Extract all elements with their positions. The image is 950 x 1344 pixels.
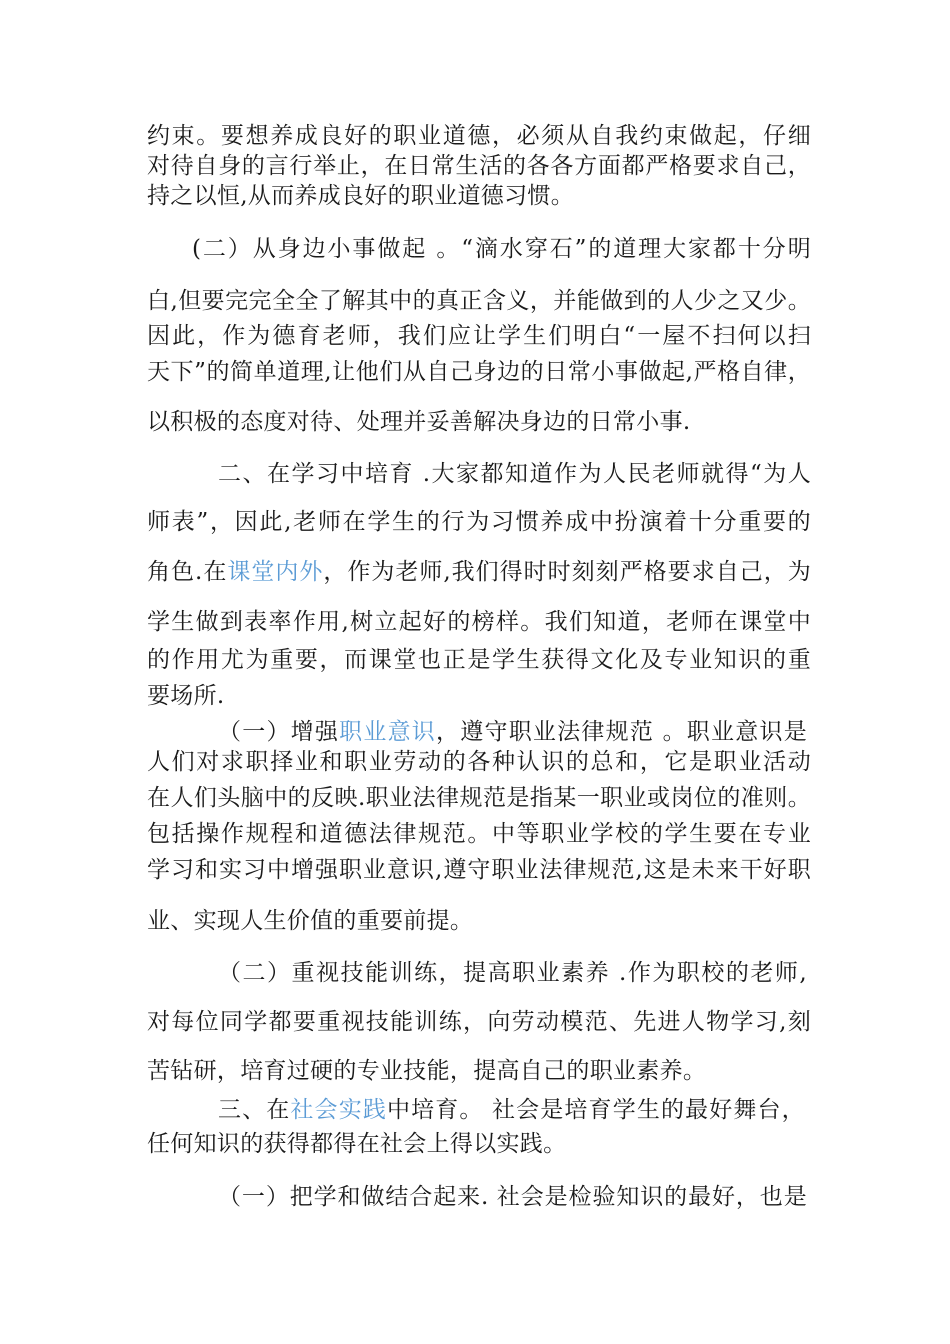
- paragraph-line: 以积极的态度对待、处理并妥善解决身边的日常小事.: [147, 409, 691, 435]
- section-heading-line: (二）从身边小事做起 。“滴水穿石”的道理大家都十分明: [192, 236, 811, 262]
- line-text: 角色.在: [147, 559, 228, 585]
- paragraph-line: 天下”的简单道理,让他们从自己身边的日常小事做起,严格自律，: [147, 359, 811, 385]
- line-text: 中培育。 社会是培育学生的最好舞台，: [386, 1097, 805, 1123]
- paragraph-line: 白,但要完完全全了解其中的真正含义，并能做到的人少之又少。: [147, 288, 811, 314]
- paragraph-line: 对待自身的言行举止，在日常生活的各各方面都严格要求自己，: [147, 153, 811, 179]
- link-classroom[interactable]: 课堂内外: [227, 559, 324, 585]
- paragraph-line: 持之以恒,从而养成良好的职业道德习惯。: [147, 183, 575, 209]
- paragraph-line: 学习和实习中增强职业意识,遵守职业法律规范,这是未来干好职: [147, 857, 811, 883]
- line-text: 三、在: [218, 1097, 291, 1123]
- line-text: ，作为老师,我们得时时刻刻严格要求自己，为: [323, 559, 811, 585]
- paragraph-line: 业、实现人生价值的重要前提。: [147, 908, 474, 934]
- section-heading-line-with-link: [218, 1095, 805, 1125]
- paragraph-line: 包括操作规程和道德法律规范。中等职业学校的学生要在专业: [147, 821, 811, 847]
- paragraph-line: 要场所.: [147, 683, 225, 709]
- paragraph-line: 师表”，因此,老师在学生的行为习惯养成中扮演着十分重要的: [147, 509, 811, 535]
- paragraph-line: 对每位同学都要重视技能训练，向劳动模范、先进人物学习,刻: [147, 1009, 811, 1035]
- paragraph-line: 任何知识的获得都得在社会上得以实践。: [147, 1131, 567, 1157]
- link-social-practice[interactable]: 社会实践: [290, 1097, 387, 1123]
- section-heading-line-with-link: [218, 717, 807, 747]
- paragraph-line: 人们对求职择业和职业劳动的各种认识的总和，它是职业活动: [147, 749, 811, 775]
- paragraph-line-with-link: [147, 557, 811, 587]
- line-text: ，遵守职业法律规范 。职业意识是: [436, 719, 807, 745]
- paragraph-line: 苦钻研，培育过硬的专业技能，提高自己的职业素养。: [147, 1058, 707, 1084]
- paragraph-line: 在人们头脑中的反映.职业法律规范是指某一职业或岗位的准则。: [147, 785, 811, 811]
- section-heading-line: 二、在学习中培育 .大家都知道作为人民老师就得“为人: [218, 461, 811, 487]
- paragraph-line: 因此，作为德育老师，我们应让学生们明白“一屋不扫何以扫: [147, 323, 811, 349]
- section-heading-line: （一）把学和做结合起来. 社会是检验知识的最好，也是: [218, 1184, 807, 1210]
- link-career-awareness[interactable]: 职业意识: [339, 719, 437, 745]
- section-heading-line: （二）重视技能训练，提高职业素养 .作为职校的老师,: [218, 960, 807, 986]
- line-text: （一）增强: [218, 719, 340, 745]
- paragraph-line: 约束。要想养成良好的职业道德，必须从自我约束做起，仔细: [147, 123, 811, 149]
- paragraph-line: 学生做到表率作用,树立起好的榜样。我们知道，老师在课堂中: [147, 609, 811, 635]
- paragraph-line: 的作用尤为重要，而课堂也正是学生获得文化及专业知识的重: [147, 647, 811, 673]
